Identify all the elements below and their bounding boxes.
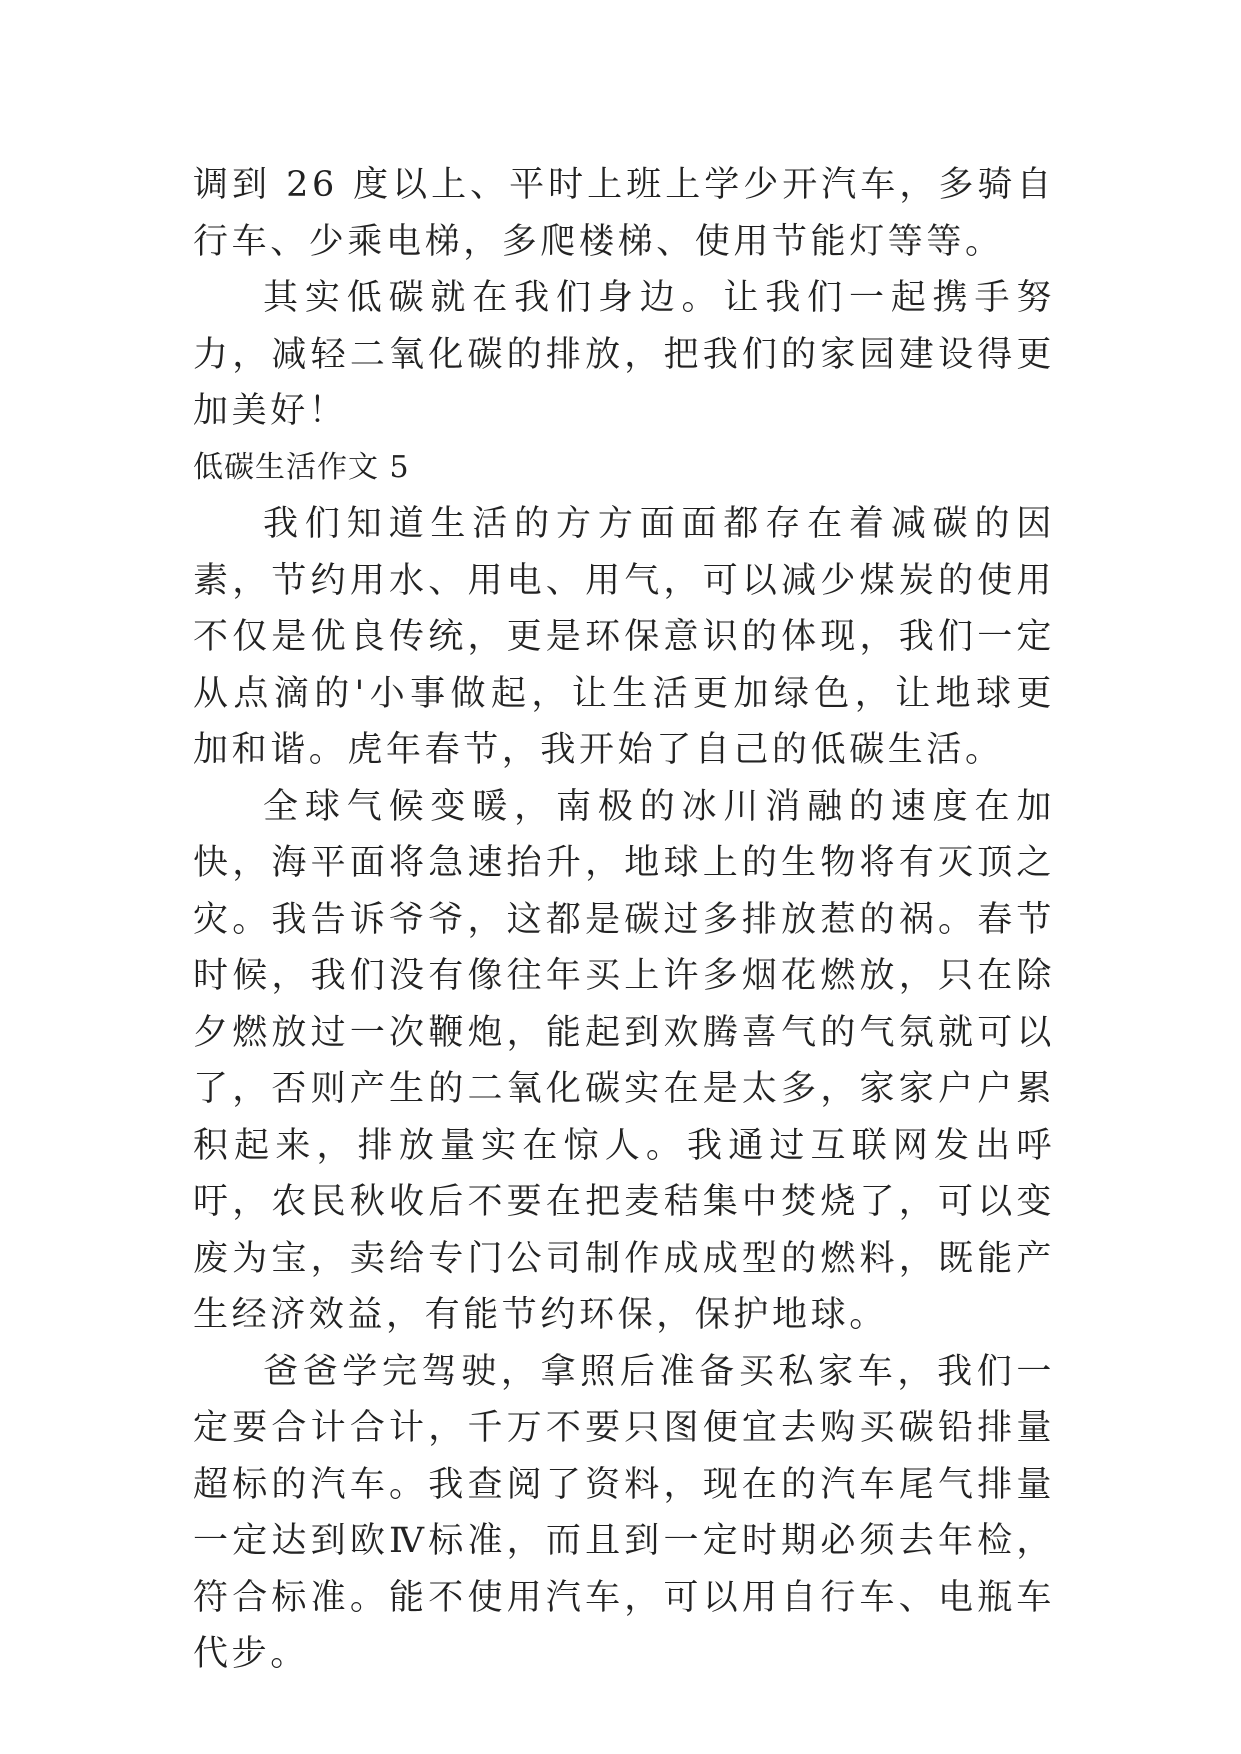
paragraph-3: 爸爸学完驾驶，拿照后准备买私家车，我们一定要合计合计，千万不要只图便宜去购买碳铅排量超标的汽车。我查阅了资料，现在的汽车尾气排量一定达到欧Ⅳ标准，而且到一定时期必须去年检，符合标准。能不使用汽车，可以用自行车、电瓶车代步。 [193, 1351, 1055, 1674]
paragraph-closing: 其实低碳就在我们身边。让我们一起携手努力，减轻二氧化碳的排放，把我们的家园建设得更加美好！ [193, 278, 1055, 431]
paragraph-2: 全球气候变暖，南极的冰川消融的速度在加快，海平面将急速抬升，地球上的生物将有灭顶之灾。我告诉爷爷，这都是碳过多排放惹的祸。春节时候，我们没有像往年买上许多烟花燃放，只在除夕燃放过一次鞭炮，能起到欢腾喜气的气氛就可以了，否则产生的二氧化碳实在是太多，家家户户累积起来，排放量实在惊人。我通过互联网发出呼吁，农民秋收后不要在把麦秸集中焚烧了，可以变废为宝，卖给专门公司制作成成型的燃料，既能产生经济效益，有能节约环保，保护地球。 [193, 786, 1055, 1335]
essay-heading: 低碳生活作文 5 [193, 449, 410, 485]
document-page [193, 157, 1055, 1683]
paragraph-continuation: 调到 26 度以上、平时上班上学少开汽车，多骑自行车、少乘电梯，多爬楼梯、使用节能灯等等。 [193, 165, 1055, 262]
paragraph-1: 我们知道生活的方方面面都存在着减碳的因素，节约用水、用电、用气，可以减少煤炭的使用不仅是优良传统，更是环保意识的体现，我们一定从点滴的'小事做起，让生活更加绿色，让地球更加和谐。虎年春节，我开始了自己的低碳生活。 [193, 504, 1055, 770]
